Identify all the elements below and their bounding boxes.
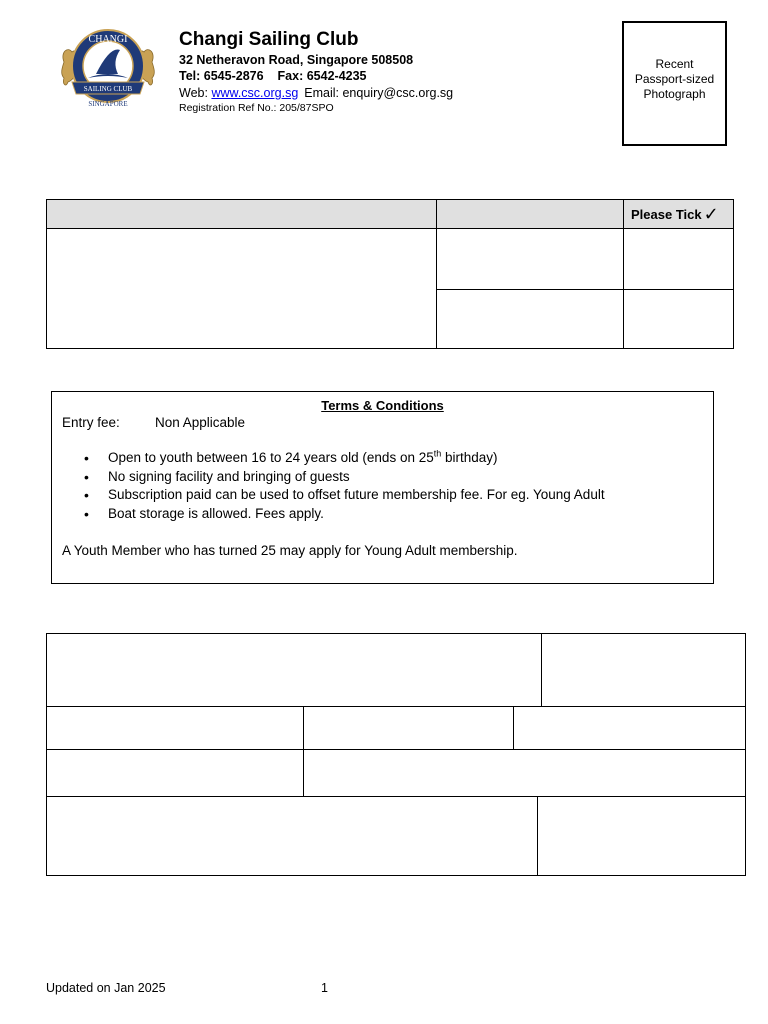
table-divider — [436, 200, 437, 348]
svg-text:SAILING CLUB: SAILING CLUB — [83, 85, 133, 93]
table-header-cell-category — [47, 200, 436, 229]
club-crest-icon — [58, 22, 158, 114]
club-name: Changi Sailing Club — [179, 29, 359, 50]
table-divider — [513, 706, 514, 749]
table-divider — [537, 796, 538, 875]
terms-list-item: • Subscription paid can be used to offset future membership fee. For eg. Young Adult — [62, 487, 605, 506]
website-link[interactable]: www.csc.org.sg — [211, 86, 299, 100]
please-tick-label: Please Tick — [631, 207, 702, 222]
photo-placeholder-box — [622, 21, 727, 146]
svg-text:SINGAPORE: SINGAPORE — [88, 100, 128, 108]
terms-list — [62, 450, 605, 524]
terms-list-item: • No signing facility and bringing of guests — [62, 469, 605, 488]
table-divider — [47, 796, 745, 797]
club-address: 32 Netheravon Road, Singapore 508508 — [179, 53, 414, 67]
contact-web-line — [179, 86, 453, 100]
entry-fee-value: Non Applicable — [155, 415, 246, 430]
membership-selection-table — [46, 199, 734, 349]
photo-instruction: Recent Passport-sized Photograph — [634, 57, 715, 101]
please-tick-header — [631, 204, 719, 225]
updated-date: Updated on Jan 2025 — [46, 981, 166, 995]
table-header-cell-type — [437, 200, 623, 229]
table-divider — [47, 749, 745, 750]
page-number: 1 — [321, 981, 328, 995]
tick-cell-1[interactable] — [624, 230, 732, 288]
fax-number: Fax: 6542-4235 — [277, 69, 367, 83]
terms-title: Terms & Conditions — [321, 398, 444, 413]
terms-footer-note: A Youth Member who has turned 25 may apply for Young Adult membership. — [62, 543, 518, 558]
contact-phone-line — [179, 69, 367, 83]
registration-number: Registration Ref No.: 205/87SPO — [179, 102, 334, 114]
table-divider — [303, 749, 304, 796]
terms-and-conditions-box — [51, 391, 714, 584]
table-divider — [303, 706, 304, 749]
svg-text:CHANGI: CHANGI — [88, 34, 128, 45]
terms-list-item: • Open to youth between 16 to 24 years old (ends on 25th birthday) — [62, 450, 605, 469]
checkmark-icon: ✓ — [703, 204, 719, 224]
email-address: Email: enquiry@csc.org.sg — [304, 86, 454, 100]
table-divider — [541, 634, 542, 706]
entry-fee-label: Entry fee: — [62, 415, 120, 430]
tick-cell-2[interactable] — [624, 290, 732, 348]
tel-number: Tel: 6545-2876 — [179, 69, 264, 83]
terms-list-item: • Boat storage is allowed. Fees apply. — [62, 506, 605, 525]
club-crest-logo — [58, 22, 158, 114]
applicant-details-table — [46, 633, 746, 876]
web-prefix: Web: — [179, 86, 208, 100]
table-divider — [47, 706, 745, 707]
